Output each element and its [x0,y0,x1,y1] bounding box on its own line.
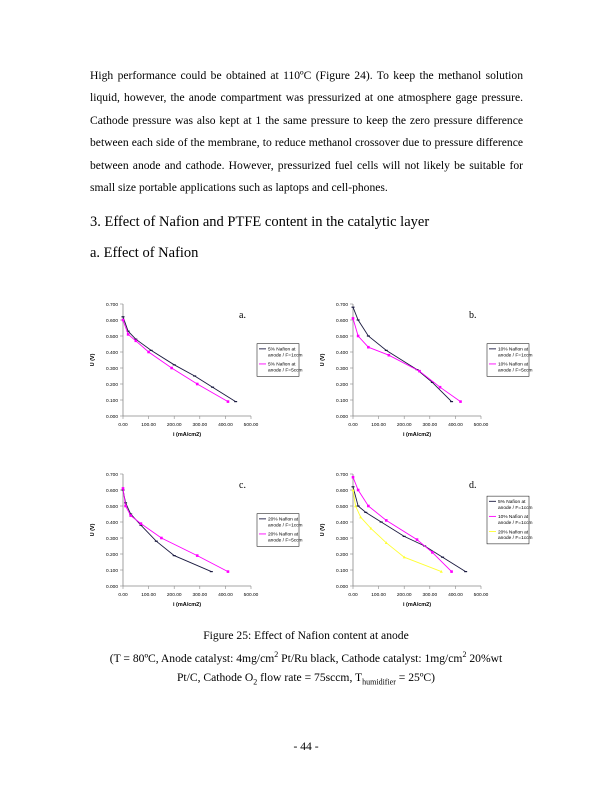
data-point [388,354,391,357]
series-line [353,318,461,401]
x-tick-label: 500.00 [243,423,259,428]
x-tick-label: 200.00 [166,423,182,428]
y-tick-label: 0.500 [105,505,118,510]
data-point [122,319,125,322]
y-tick-label: 0.100 [335,399,348,404]
legend-label: anode / F=1ccm [498,353,533,359]
y-tick-label: 0.500 [335,505,348,510]
y-tick-label: 0.100 [335,569,348,574]
legend-label: anode / F=1ccm [498,521,533,526]
data-point [431,551,434,554]
data-point [439,386,442,389]
legend-label: 10% Nafion at [498,362,529,368]
x-tick-label: 100.00 [141,423,156,428]
x-tick-label: 100.00 [371,593,386,598]
legend-label: 20% Nafion at [268,532,299,538]
legend-label: anode / F=1ccm [268,353,303,359]
panel-label: b. [469,310,477,321]
x-tick-label: 300.00 [192,593,208,598]
x-tick-label: 300.00 [422,423,438,428]
x-tick-label: 300.00 [192,423,208,428]
y-tick-label: 0.000 [335,415,348,420]
legend-label: anode / F=5ccm [268,538,303,544]
y-tick-label: 0.700 [105,303,118,308]
data-point [357,335,360,338]
subsection-heading: a. Effect of Nafion [90,245,199,261]
y-tick-label: 0.300 [335,367,348,372]
x-tick-label: 500.00 [473,423,489,428]
panel-label: d. [469,480,477,491]
chart-b [315,298,533,458]
data-point [147,351,150,354]
x-tick-label: 0.00 [118,423,128,428]
y-tick-label: 0.000 [335,585,348,590]
y-tick-label: 0.200 [105,383,118,388]
x-tick-label: 200.00 [166,593,182,598]
data-point [359,516,362,519]
chart-svg [85,298,303,458]
chart-svg [315,298,533,458]
y-tick-label: 0.400 [335,351,348,356]
x-tick-label: 300.00 [422,593,438,598]
legend-label: 20% Nafion at [498,530,529,536]
data-point [352,476,355,479]
y-tick-label: 0.200 [335,383,348,388]
data-point [160,537,163,540]
x-tick-label: 100.00 [141,593,156,598]
data-point [170,367,173,370]
data-point [227,400,230,403]
data-point [385,519,388,522]
y-axis-label: U (V) [320,523,326,537]
x-axis-label: i (mA/cm2) [402,432,432,438]
y-tick-label: 0.500 [105,335,118,340]
legend-label: 5% Nafion at [268,362,296,368]
y-tick-label: 0.500 [335,335,348,340]
x-tick-label: 200.00 [396,593,412,598]
y-tick-label: 0.100 [105,399,118,404]
x-tick-label: 500.00 [243,593,259,598]
data-point [354,504,357,507]
x-axis-label: i (mA/cm2) [402,602,432,608]
legend-label: 10% Nafion at [498,347,529,353]
series-line [123,317,236,402]
data-point [122,487,125,490]
data-point [367,505,370,508]
y-tick-label: 0.600 [335,319,348,324]
legend-label: 20% Nafion at [268,517,299,523]
data-point [124,505,127,508]
x-tick-label: 500.00 [473,593,489,598]
series-line [123,488,228,571]
chart-svg [85,468,303,628]
y-tick-label: 0.400 [105,351,118,356]
chart-d [315,468,533,628]
y-tick-label: 0.000 [105,415,118,420]
data-point [127,333,130,336]
data-point [352,317,355,320]
x-tick-label: 400.00 [448,423,463,428]
figure-caption-conditions: (T = 80ºC, Anode catalyst: $4mg/cm^2$ Pt/Ru black, Cathode catalyst: $1mg/cm^2$ 20%wt [109,650,503,665]
legend-label: 5% Nafion at [268,347,296,353]
legend-label: 10% Nafion at [498,515,529,521]
y-tick-label: 0.400 [335,521,348,526]
x-tick-label: 400.00 [218,423,233,428]
y-tick-label: 0.700 [105,473,118,478]
data-point [418,370,421,373]
y-tick-label: 0.300 [335,537,348,542]
data-point [140,522,143,525]
data-point [416,538,419,541]
body-paragraph: High performance could be obtained at 110ºC (Figure 24). To keep the methanol solution liquid, however, the anode compartment was pressurized at one atmosphere gage pressure. Cathode pressure was also kept at 1 the same pressure to keep the zero pressure difference between each side of the membrane, to reduce methanol crossover due to pressure difference between anode and cathode. However, pressurized fuel cells will not likely be suitable for small size portable applications such as laptops and cell-phones. [90,69,523,195]
series-line [353,307,452,401]
legend-label: anode / F=1ccm [268,523,303,529]
x-tick-label: 0.00 [348,593,358,598]
legend-label: anode / F=5ccm [498,368,533,374]
y-axis-label: U (V) [90,523,96,537]
x-tick-label: 400.00 [218,593,233,598]
chart-c [85,468,303,628]
page-number: - 44 - [293,740,319,753]
y-tick-label: 0.700 [335,473,348,478]
x-tick-label: 200.00 [396,423,412,428]
section-heading: 3. Effect of Nafion and PTFE content in the catalytic layer [90,214,430,230]
figure-caption-conditions-cont: Pt/C, Cathode $O_2$ flow rate = 75sccm, $T_{humidifier}$ = 25ºC) [176,671,436,687]
data-point [135,340,138,343]
chart-svg [315,468,533,628]
y-axis-label: U (V) [90,353,96,367]
x-tick-label: 400.00 [448,593,463,598]
y-axis-label: U (V) [320,353,326,367]
figure-caption-title: Figure 25: Effect of Nafion content at anode [203,629,409,642]
data-point [227,570,230,573]
legend-label: anode / F=1ccm [498,536,533,542]
y-tick-label: 0.700 [335,303,348,308]
x-tick-label: 0.00 [118,593,128,598]
legend-label: 5% Nafion at [498,500,526,506]
x-axis-label: i (mA/cm2) [172,602,202,608]
y-tick-label: 0.600 [335,489,348,494]
x-tick-label: 0.00 [348,423,358,428]
data-point [459,400,462,403]
y-tick-label: 0.400 [105,521,118,526]
data-point [450,570,453,573]
y-tick-label: 0.300 [105,367,118,372]
panel-label: a. [239,310,246,321]
y-tick-label: 0.000 [105,585,118,590]
legend-label: anode / F=1ccm [498,505,533,511]
series-line [123,320,228,402]
x-axis-label: i (mA/cm2) [172,432,202,438]
data-point [196,383,199,386]
data-point [129,514,132,517]
chart-a [85,298,303,458]
legend-label: anode / F=5ccm [268,368,303,374]
panel-label: c. [239,480,246,491]
series-line [123,490,211,572]
data-point [367,346,370,349]
x-tick-label: 100.00 [371,423,386,428]
y-tick-label: 0.200 [335,553,348,558]
y-tick-label: 0.300 [105,537,118,542]
y-tick-label: 0.600 [105,319,118,324]
y-tick-label: 0.100 [105,569,118,574]
y-tick-label: 0.200 [105,553,118,558]
data-point [196,554,199,557]
y-tick-label: 0.600 [105,489,118,494]
data-point [357,489,360,492]
